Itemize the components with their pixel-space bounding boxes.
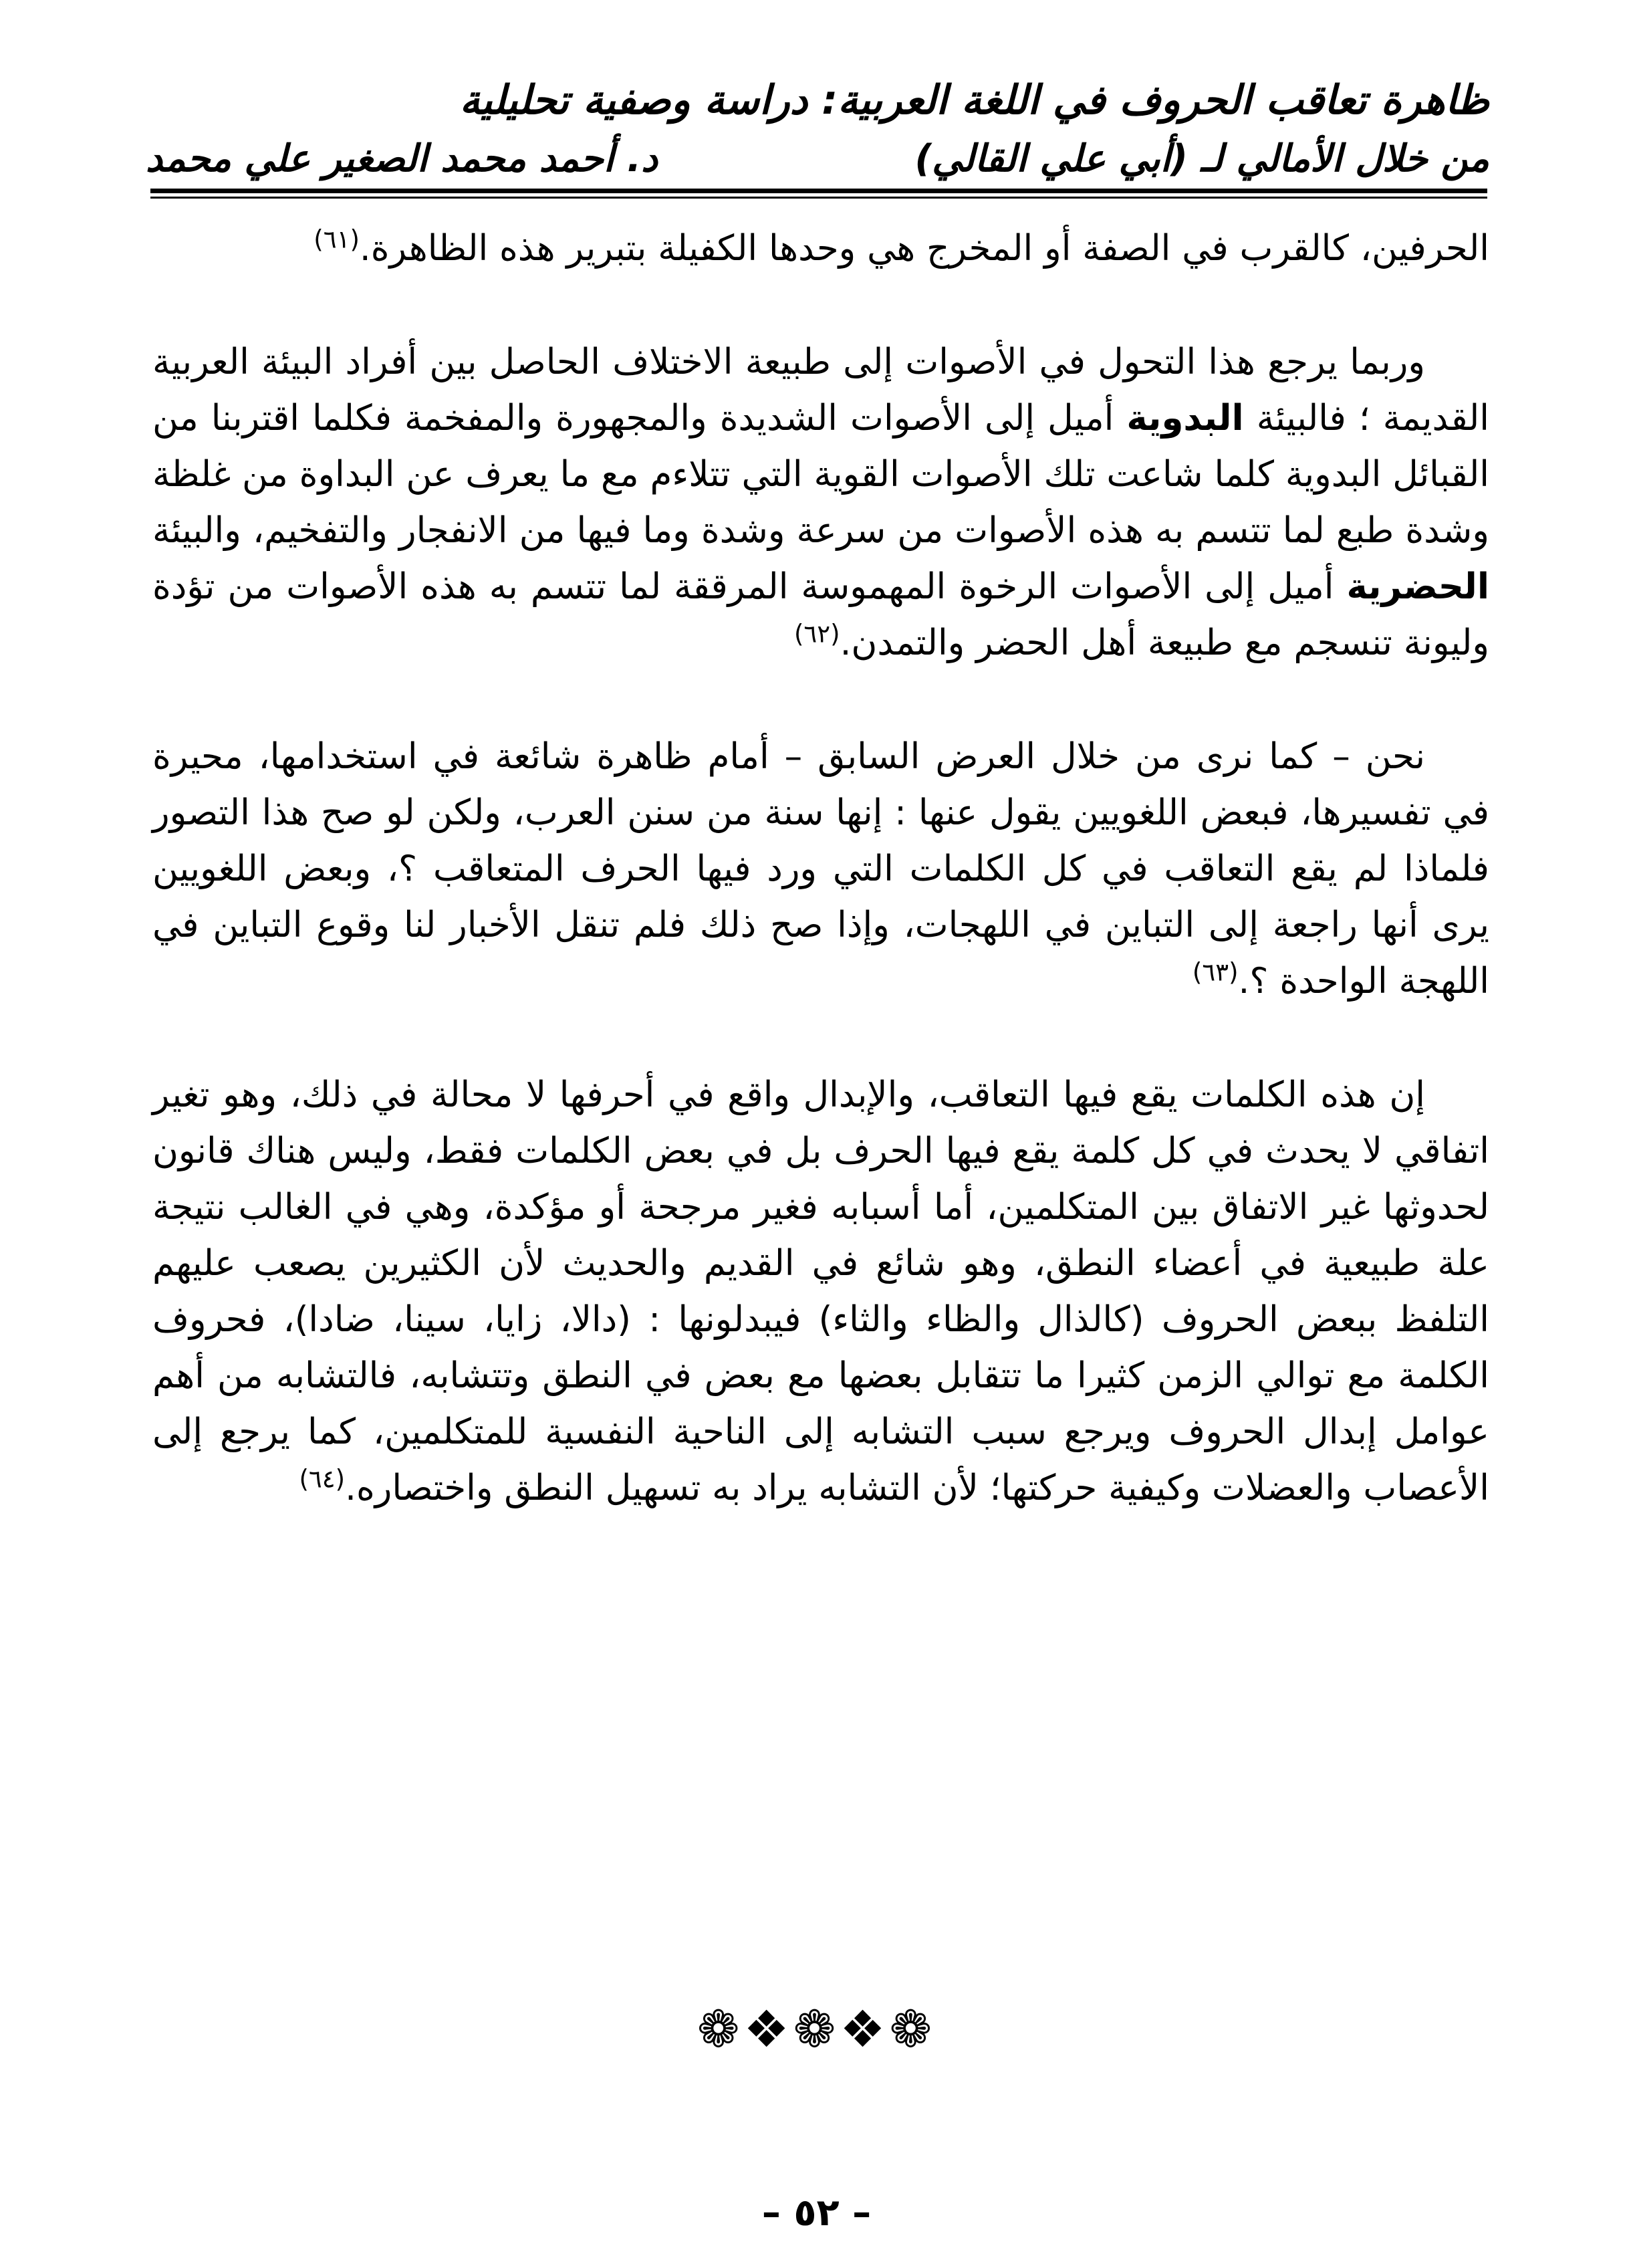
keyword-bedouin: البدوية <box>1126 398 1244 439</box>
paragraph-2-text-a: وربما يرجع هذا التحول في الأصوات إلى طبيعة الاختلاف الحاصل بين أفراد البيئة العربية القديمة ؛ فالبيئة <box>152 342 1489 439</box>
body-text <box>152 221 1489 1516</box>
paragraph-1-text: الحرفين، كالقرب في الصفة أو المخرج هي وحدها الكفيلة بتبرير هذه الظاهرة. <box>359 228 1489 269</box>
paragraph-3 <box>152 729 1489 1010</box>
running-header-title: ظاهرة تعاقب الحروف في اللغة العربية: دراسة وصفية تحليلية <box>459 77 1489 124</box>
paragraph-2 <box>152 334 1489 671</box>
paragraph-2-text-b: أميل إلى الأصوات الشديدة والمجهورة والمفخمة فكلما اقتربنا من القبائل البدوية كلما شاعت تلك الأصوات القوية التي تتلاءم مع ما يعرف عن البداوة من غلظة وشدة طبع لما تتسم به هذه الأصوات من سرعة وشدة وما فيها من الانفجار والتفخيم، والبيئة <box>152 398 1489 551</box>
paragraph-4-text: إن هذه الكلمات يقع فيها التعاقب، والإبدال واقع في أحرفها لا محالة في ذلك، وهو تغير اتفاقي لا يحدث في كل كلمة يقع فيها الحرف بل في بعض الكلمات فقط، وليس هناك قانون لحدوثها غير الاتفاق بين المتكلمين، أما أسبابه فغير مرجحة أو مؤكدة، وهي في الغالب نتيجة علة طبيعية في أعضاء النطق، وهو شائع في القديم والحديث لأن الكثيرين يصعب عليهم التلفظ ببعض الحروف (كالذال والظاء والثاء) فيبدلونها : (دالا، زايا، سينا، ضادا)، فحروف الكلمة مع توالي الزمن كثيرا ما تتقابل بعضها مع بعض في النطق وتتشابه، فالتشابه من أهم عوامل إبدال الحروف ويرجع سبب التشابه إلى الناحية النفسية للمتكلمين، كما يرجع إلى الأعصاب والعضلات وكيفية حركتها؛ لأن التشابه يراد به تسهيل النطق واختصاره. <box>152 1074 1489 1508</box>
footnote-marker: (٦٢) <box>793 619 840 649</box>
header-rule-thick <box>150 189 1487 193</box>
ornament-divider: ❁❖❁❖❁ <box>697 1999 936 2059</box>
paragraph-4 <box>152 1067 1489 1516</box>
paragraph-3-text: نحن – كما نرى من خلال العرض السابق – أمام ظاهرة شائعة في استخدامها، محيرة في تفسيرها، فبعض اللغويين يقول عنها : إنها سنة من سنن العرب، ولكن لو صح هذا التصور فلماذا لم يقع التعاقب في كل الكلمات التي ورد فيها الحرف المتعاقب ؟، وبعض اللغويين يرى أنها راجعة إلى التباين في اللهجات، وإذا صح ذلك فلم تنقل الأخبار لنا وقوع التباين في اللهجة الواحدة ؟. <box>152 736 1489 1002</box>
header-rule-thin <box>150 197 1487 199</box>
paragraph-1 <box>152 221 1489 277</box>
running-header-series: من خلال الأمالي لـ (أبي علي القالي) <box>914 137 1489 181</box>
keyword-urban: الحضرية <box>1346 566 1489 607</box>
footnote-marker: (٦٣) <box>1192 957 1239 987</box>
paragraph-2-text-c: أميل إلى الأصوات الرخوة المهموسة المرققة لما تتسم به هذه الأصوات من تؤدة وليونة تنسجم مع طبيعة أهل الحضر والتمدن. <box>152 566 1489 663</box>
running-header-author: د. أحمد محمد الصغير علي محمد <box>146 137 658 181</box>
footnote-marker: (٦١) <box>313 225 360 254</box>
footnote-marker: (٦٤) <box>299 1464 346 1494</box>
running-header-subline <box>146 132 1489 186</box>
page-number: – ٥٢ – <box>761 2191 872 2235</box>
